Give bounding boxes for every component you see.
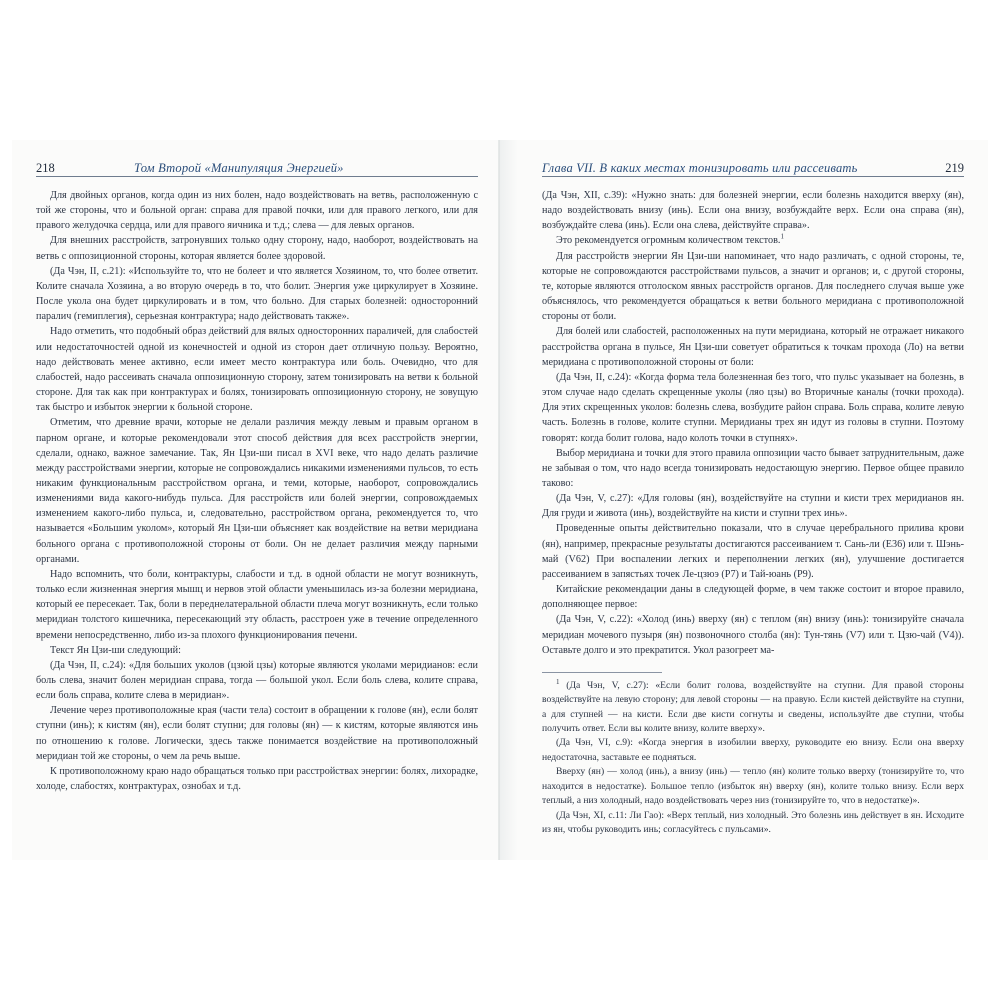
right-body-text [542,188,964,837]
left-body-text [36,188,478,794]
left-running-title: Том Второй «Манипуляция Энергией» [134,161,344,175]
left-page-number: 218 [36,161,55,175]
footnote-marker: 1 [780,233,784,242]
footnote: (Да Чэн, VI, с.9): «Когда энергия в изобилии вверху, руководите ею внизу. Если она вверху недостаточна, заставьте ее подняться. [542,737,964,763]
paragraph: Надо отметить, что подобный образ действий для вялых односторонних параличей, для слабостей или недостаточностей одной из конечностей и одной из сторон дает отличную пользу. Вероятно, надо действовать менее активно, если имеет место контрактура или боль. Очевидно, что для слабостей, надо рассеивать сначала оппозиционную сторону, затем тонизировать на ветви к больной стороне. Для так как при контрактурах и болях, тонизировать оппозиционную сторону, не зовущую так быстро и избыток энергии к больной стороне. [36,326,478,414]
paragraph [542,233,964,248]
paragraph: К противоположному краю надо обращаться только при расстройствах энергии: болях, лихорадке, холоде, слабостях, контрактурах, ознобах и т.д. [36,765,478,793]
left-page [12,140,500,860]
footnote-number: 1 [556,677,560,686]
left-running-head [36,160,478,177]
footnote-text: (Да Чэн, V, с.27): «Если болит голова, воздействуйте на ступни. Для правой стороны воздействуйте на левую сторону; для левой стороны — на правую. Если кистей действуйте на ступни, а для ступней — на кисти. Если две кисти согнуты и сведены, используйте две ступни, чтобы получить ответ. Если вы колите внизу, колите вверху». [542,679,965,735]
right-page [500,140,988,860]
paragraph: Для двойных органов, когда один из них болен, надо воздействовать на ветвь, расположенную с той же стороны, что и больной орган: справа для правой почки, или для правого легкого, или для правого желудочка сердца, или для правого яичника и т.д.; слева — для левых органов. [36,190,478,232]
book-spread [12,140,988,860]
paragraph: Надо вспомнить, что боли, контрактуры, слабости и т.д. в одной области не могут возникнуть, только если жизненная энергия мышц и нервов этой области уменьшилась из-за болезни меридиана, который ее пересекает. Так, боли в переднелатеральной области плеча могут возникнуть, если только меридиан толстого кишечника, пересекающий эту область, расстроен уже в течение определенного времени непосредственно, либо из-за плохого функционирования печени. [36,568,478,641]
paragraph-text: Это рекомендуется огромным количеством текстов. [556,235,781,247]
footnote: Вверху (ян) — холод (инь), а внизу (инь) — тепло (ян) колите только вверху (тонизируйте то, что находится в недостатке). Большое тепло (избыток ян) вверху (ян), колите только внизу. Если верх теплый, а низ холодный, надо воздействовать через низ (тонизируйте то, что в недостатке)». [542,766,964,807]
right-running-title: Глава VII. В каких местах тонизировать или рассеивать [542,161,858,175]
paragraph: (Да Чэн, II, с.21): «Используйте то, что не болеет и что является Хозяином, то, что более ответит. Колите сначала Хозяина, а во вторую очередь в то, что болит. Энергия уже циркулирует в Хозяине. После укола она будет циркулировать и в том, что больно. Для старых болезней: односторонний паралич (гемиплегия), серьезная контрактура; надо действовать также». [36,265,478,323]
paragraph: Китайские рекомендации даны в следующей форме, в чем также состоит и второе правило, дополняющее первое: [542,584,964,611]
paragraph: (Да Чэн, XII, с.39): «Нужно знать: для болезней энергии, если болезнь находится вверху (ян), надо воздействовать внизу (инь). Если она внизу, возбуждайте верх. Если она справа (ян), возбуждайте слева (инь). Если она слева, действуйте справа». [542,190,964,232]
footnotes [542,679,964,837]
paragraph: Для внешних расстройств, затронувших только одну сторону, надо, наоборот, воздействовать на ветвь с оппозиционной стороны, которая является более здоровой. [36,235,478,262]
right-running-head [542,160,964,177]
paragraph: Для расстройств энергии Ян Цзи-ши напоминает, что надо различать, с одной стороны, те, которые не сопровождаются расстройствами пульсов, а значит и органов; и, с другой стороны, те, которые являются отголоском явных расстройств органов. Для последнего случая выше уже объяснялось, что рекомендуется обращаться к ветви больного меридиана с противоположной стороны от боли. [542,250,964,323]
paragraph: Отметим, что древние врачи, которые не делали различия между левым и правым органом в парном органе, и которые рекомендовали этот способ действия для всех расстройств энергии, сделали, однако, важное замечание. Так, Ян Цзи-ши писал в XVI веке, что надо делать различие между расстройствами энергии, которые не сопровождались никакими изменениями пульсов, то есть никаким функциональным расстройством органа, и теми, которые, наоборот, сопровождались изменениями вида какого-нибудь пульса. Для расстройств или болей энергии, сопровождаемых изменением какого-либо пульса, и, следовательно, расстройством органа, рекомендуется то, что называется «Большим уколом», который Ян Цзи-ши объясняет как воздействие на ветви меридиана больного органа с противоположной стороны от боли. Он не делает различия между парными органами. [36,417,478,565]
paragraph: (Да Чэн, II, с.24): «Когда форма тела болезненная без того, что пульс указывает на болезнь, в этом случае надо сделать скрещенные уколы (ляо цзы) во Вторичные каналы (точки прохода). Для этих скрещенных уколов: болезнь слева, возбудите район справа. Боль справа, колите левую часть. Болезнь в голове, колите ступни. Меридианы трех ян идут из головы в ступни. Поэтому говорят: когда болит голова, надо колоть точки в ступнях». [542,371,964,444]
footnote [542,679,964,737]
footnote: (Да Чэн, XI, с.11: Ли Гао): «Верх теплый, низ холодный. Это болезнь инь действует в ян. Исходите из ян, чтобы руководить инь; согласуйтесь с пульсами». [542,809,964,835]
paragraph: Выбор меридиана и точки для этого правила оппозиции часто бывает затруднительным, даже не забывая о том, что надо всегда тонизировать недостающую энергию. Первое общее правило таково: [542,447,964,489]
right-page-number: 219 [945,161,964,175]
paragraph: (Да Чэн, V, с.22): «Холод (инь) вверху (ян) с теплом (ян) внизу (инь): тонизируйте сначала меридиан мочевого пузыря (ян) позвоночного столба (ян): Тун-тянь (V7) или т. Цзю-чай (V4)). Оставьте долго и это прекратится. Укол разогреет ма- [542,614,964,656]
paragraph: Проведенные опыты действительно показали, что в случае церебрального прилива крови (ян), например, прекрасные результаты достигаются рассеиванием т. Сань-ли (E36) или т. Шэнь-май (V62) При воспалении легких и переполнении легких (ян), улучшение достигается рассеиванием в запястьях точек Ле-цзюэ (P7) и Тай-юань (P9). [542,523,964,580]
paragraph: Лечение через противоположные края (части тела) состоит в обращении к голове (ян), если болят ступни (инь); к кистям (ян), если болят ступни; для головы (ян) — к кистям, которые являются инь по отношению к голове. Логически, здесь также понимается воздействие на противоположный меридиан той же стороны, о чем ла речь выше. [36,705,478,762]
paragraph: Текст Ян Цзи-ши следующий: [50,644,181,656]
paragraph: Для болей или слабостей, расположенных на пути меридиана, который не отражает никакого расстройства органа в пульсе, Ян Цзи-ши советует обратиться к точкам прохода (Ло) на ветви меридиана с противоположной стороны от боли: [542,326,964,368]
paragraph: (Да Чэн, V, с.27): «Для головы (ян), воздействуйте на ступни и кисти трех меридианов ян. Для груди и живота (инь), воздействуйте на кисти и ступни трех инь». [542,493,964,520]
paragraph: (Да Чэн, II, с.24): «Для больших уколов (цзюй цзы) которые являются уколами меридианов: если боль слева, значит болен меридиан справа, тогда — большой укол. Если боль слева, колите справа, если боль справа, колите слева в меридиан». [36,659,478,702]
footnote-divider [542,672,662,673]
